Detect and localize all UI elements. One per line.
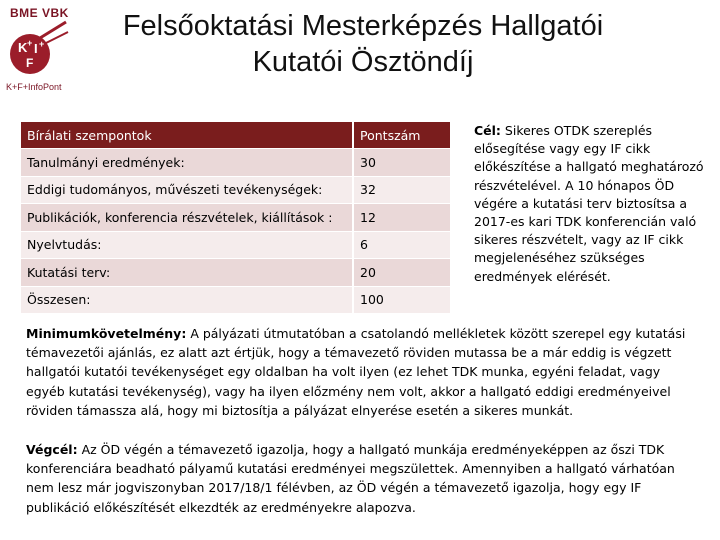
criteria-table: [21, 122, 450, 313]
svg-text:I: I: [34, 41, 38, 56]
row-points: 12: [353, 204, 450, 232]
svg-text:K: K: [18, 40, 28, 55]
minimum-body: A pályázati útmutatóban a csatolandó mellékletek között szerepel egy kutatási témavezetői ajánlás, ez alatt azt értjük, hogy a témavezető röviden mutassa be a már eddig is végzett hallgatói kutatói tevékenységet egy oldalban ha volt ilyen (ez lehet TDK munka, egyéni feladat, vagy egyéb kutatási tevékenység), vagy ha ilyen előzmény nem volt, akkor a hallgató eddigi eredményeivel röviden támassza alá, hogy mi biztosítja a pályázat elnyerése esetén a sikeres munkát.: [26, 326, 686, 418]
logo-top-text: BME VBK: [10, 6, 69, 20]
table-row: [21, 231, 450, 259]
table-row: [21, 149, 450, 177]
header-points: Pontszám: [353, 122, 450, 149]
row-criterion: Tanulmányi eredmények:: [21, 149, 353, 177]
title-line-2: Kutatói Ösztöndíj: [252, 46, 474, 78]
minimum-label: Minimumkövetelmény:: [26, 326, 187, 341]
table-row: [21, 204, 450, 232]
final-goal-body: Az ÖD végén a témavezető igazolja, hogy a hallgató munkája eredményeképpen az őszi TDK konferenciára beadható pályamű kutatási eredményei megszülettek. Amennyiben a hallgató várhatóan nem lesz már jogviszonyban 2017/18/1 félévben, az ÖD végén a témavezető igazolja, hogy egy IF publikáció előkészítését elkezdték az eredményekre alapozva.: [26, 442, 675, 515]
table-row: [21, 259, 450, 287]
row-criterion: Publikációk, konferencia részvételek, kiállítások :: [21, 204, 353, 232]
bme-vbk-logo: [4, 4, 86, 96]
row-points: 100: [353, 286, 450, 313]
goal-body: Sikeres OTDK szereplés elősegítése vagy egy IF cikk előkészítése a hallgató meghatározó részvételével. A 10 hónapos ÖD végére a kutatási terv biztosítsa a 2017-es kari TDK konferencián való sikeres részvételt, vagy az IF cikk megjelenéséhez szükséges eredmények elérését.: [474, 123, 704, 284]
row-points: 6: [353, 231, 450, 259]
row-points: 32: [353, 176, 450, 204]
svg-text:F: F: [26, 56, 34, 70]
row-criterion: Eddigi tudományos, művészeti tevékenységek:: [21, 176, 353, 204]
logo-mark-icon: [4, 20, 74, 82]
row-points: 30: [353, 149, 450, 177]
table-row: [21, 176, 450, 204]
header-criteria: Bírálati szempontok: [21, 122, 353, 149]
goal-text: [474, 122, 706, 286]
final-goal-text: [26, 440, 694, 517]
svg-text:+: +: [27, 38, 33, 48]
title-line-1: Felsőoktatási Mesterképzés Hallgatói: [122, 10, 604, 42]
minimum-requirement-text: [26, 324, 694, 420]
svg-text:+: +: [39, 39, 45, 49]
final-goal-label: Végcél:: [26, 442, 78, 457]
logo-bottom-text: K+F+InfoPont: [6, 82, 62, 92]
page-title: [88, 8, 638, 80]
row-criterion: Összesen:: [21, 286, 353, 313]
goal-label: Cél:: [474, 123, 501, 138]
row-points: 20: [353, 259, 450, 287]
table-row: [21, 286, 450, 313]
row-criterion: Nyelvtudás:: [21, 231, 353, 259]
table-header-row: [21, 122, 450, 149]
row-criterion: Kutatási terv:: [21, 259, 353, 287]
